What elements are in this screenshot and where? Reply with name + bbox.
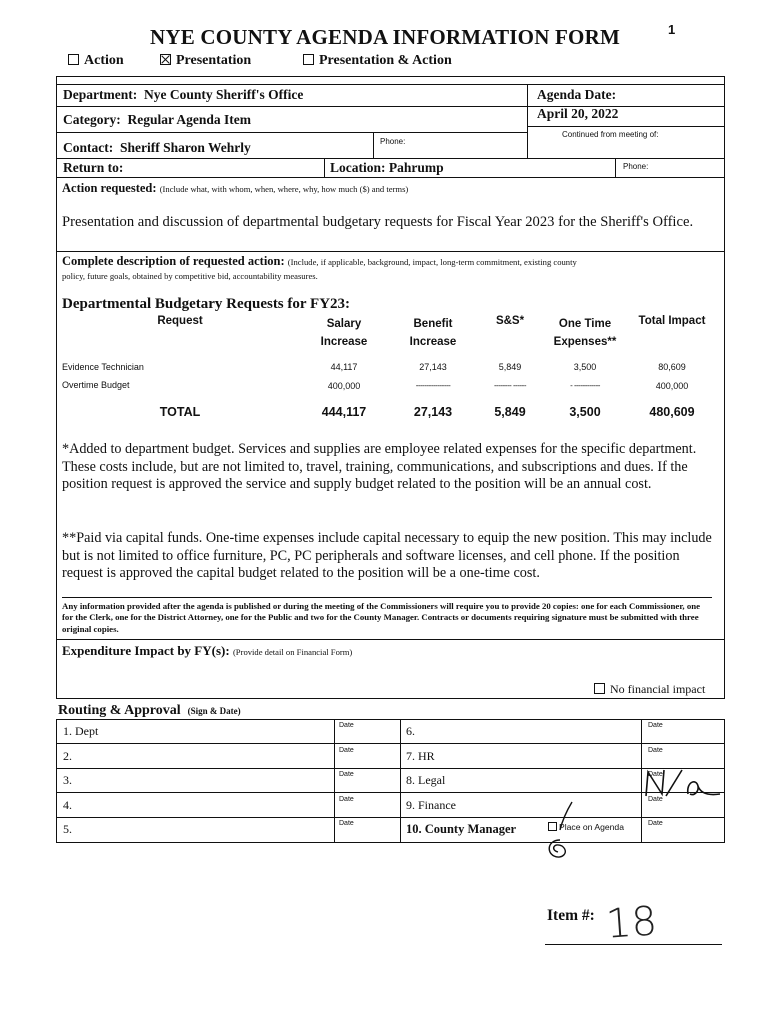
row-salary: 400,000 xyxy=(327,381,361,391)
routing-left-4: 4. xyxy=(63,798,72,812)
row-total: 80,609 xyxy=(658,362,686,372)
date-label: Date xyxy=(648,722,663,729)
col-benefit-header: Benefit Increase xyxy=(409,318,457,348)
location-value: Pahrump xyxy=(388,160,444,175)
total-impact: 480,609 xyxy=(649,405,695,419)
submission-disclaimer: Any information provided after the agenda is published or during the meeting of the Commissioners will require you to provide 20 copies: one for each Commissioner, one for the Clerk, one for the District Attorney, one for the Public and two for the County Manager. Contracts or documents requiring signature must be submitted with three original copies. xyxy=(62,601,701,634)
routing-legal: 8. Legal xyxy=(406,773,446,787)
budget-title: Departmental Budgetary Requests for FY23: xyxy=(62,296,351,312)
row-total: 400,000 xyxy=(655,381,689,391)
finance-signature xyxy=(540,800,580,862)
total-benefit: 27,143 xyxy=(413,405,453,419)
department-value: Nye County Sheriff's Office xyxy=(143,87,304,102)
phone-label: Phone: xyxy=(380,137,406,146)
col-total-header: Total Impact xyxy=(638,315,706,327)
total-label: TOTAL xyxy=(159,405,201,419)
routing-left-5: 5. xyxy=(63,822,72,836)
row-benefit: ---------------- xyxy=(415,381,451,390)
place-on-agenda-option[interactable]: Place on Agenda xyxy=(548,822,624,832)
routing-hr: 7. HR xyxy=(406,749,435,763)
action-requested-heading: Action requested: (Include what, with whom, when, where, why, how much ($) and terms) xyxy=(62,181,409,195)
date-label: Date xyxy=(648,747,663,754)
contact-field: Contact: Sheriff Sharon Wehrly xyxy=(63,140,251,155)
total-onetime: 3,500 xyxy=(569,405,601,419)
total-salary: 444,117 xyxy=(321,405,367,419)
category-value: Regular Agenda Item xyxy=(127,112,251,127)
contact-value: Sheriff Sharon Wehrly xyxy=(120,140,251,155)
form-title: NYE COUNTY AGENDA INFORMATION FORM xyxy=(150,25,620,49)
total-ss: 5,849 xyxy=(494,405,526,419)
return-to-label: Return to: xyxy=(63,160,124,175)
row-salary: 44,117 xyxy=(330,362,358,372)
note-capital-funds: **Paid via capital funds. One-time expenses include capital necessary to equip the new position. This may include but is not limited to office furniture, PC, PC peripherals and software licenses, and cell phone. If the position request is approved the capital budget related to the position will be a one-time cost. xyxy=(62,530,712,581)
presentation-action-checkbox[interactable] xyxy=(303,54,314,65)
routing-finance: 9. Finance xyxy=(406,798,456,812)
routing-dept: 1. Dept xyxy=(63,724,99,738)
page-number: 1 xyxy=(668,22,676,37)
routing-county-manager: 10. County Manager xyxy=(406,822,517,836)
continued-label: Continued from meeting of: xyxy=(562,130,659,139)
agenda-date-label: Agenda Date: xyxy=(537,87,617,102)
expenditure-heading: Expenditure Impact by FY(s): (Provide detail on Financial Form) xyxy=(62,643,353,658)
col-salary-header: Salary Increase xyxy=(320,318,368,348)
col-ss-header: S&S* xyxy=(495,315,525,327)
location-field: Location: Pahrump xyxy=(330,160,444,175)
row-onetime: 3,500 xyxy=(573,362,597,372)
action-requested-text: Presentation and discussion of departmental budgetary requests for Fiscal Year 2023 for the Sheriff's Office. xyxy=(62,214,694,230)
row-request: Overtime Budget xyxy=(62,380,130,390)
row-onetime: - ------------ xyxy=(570,381,600,390)
no-financial-impact-option[interactable]: No financial impact xyxy=(594,682,705,697)
option-presentation[interactable]: Presentation xyxy=(160,53,251,69)
phone2-label: Phone: xyxy=(623,162,649,171)
row-ss: 5,849 xyxy=(498,362,522,372)
legal-na-handwriting xyxy=(636,766,726,802)
department-field: Department: Nye County Sheriff's Office xyxy=(63,87,304,102)
routing-table xyxy=(56,719,725,843)
col-onetime-header: One Time Expenses** xyxy=(553,318,617,348)
option-action[interactable]: Action xyxy=(68,53,124,69)
date-label: Date xyxy=(339,722,354,729)
row-benefit: 27,143 xyxy=(419,362,447,372)
action-checkbox[interactable] xyxy=(68,54,79,65)
row-request: Evidence Technician xyxy=(62,362,144,372)
routing-left-2: 2. xyxy=(63,749,72,763)
date-label: Date xyxy=(339,771,354,778)
presentation-checkbox[interactable] xyxy=(160,54,171,65)
note-services-supplies: *Added to department budget. Services and supplies are employee related expenses for the specific department. These costs include, but are not limited to, travel, training, communications, and subscriptions and dues. If the position request is approved the service and supply budget related to the position will be an annual cost. xyxy=(62,441,697,492)
date-label: Date xyxy=(339,796,354,803)
date-label: Date xyxy=(339,820,354,827)
date-label: Date xyxy=(648,771,663,778)
complete-description-heading: Complete description of requested action: (Include, if applicable, background, impact, long-term commitment, existing county policy, future goals, obtained by competitive bid, accountability measures. xyxy=(62,254,577,281)
routing-right-6: 6. xyxy=(406,724,415,738)
routing-title: Routing & Approval (Sign & Date) xyxy=(58,703,241,718)
item-number-label: Item #: xyxy=(547,907,595,924)
routing-left-3: 3. xyxy=(63,773,72,787)
row-ss: -------- ------ xyxy=(493,381,527,390)
date-label: Date xyxy=(339,747,354,754)
option-presentation-action[interactable]: Presentation & Action xyxy=(303,53,452,69)
category-field: Category: Regular Agenda Item xyxy=(63,112,251,127)
item-number-value: 18 xyxy=(604,898,659,948)
date-label: Date xyxy=(648,820,663,827)
agenda-date-value: April 20, 2022 xyxy=(537,106,619,121)
col-request-header: Request xyxy=(157,315,203,327)
no-financial-impact-checkbox[interactable] xyxy=(594,683,605,694)
date-label: Date xyxy=(648,796,663,803)
